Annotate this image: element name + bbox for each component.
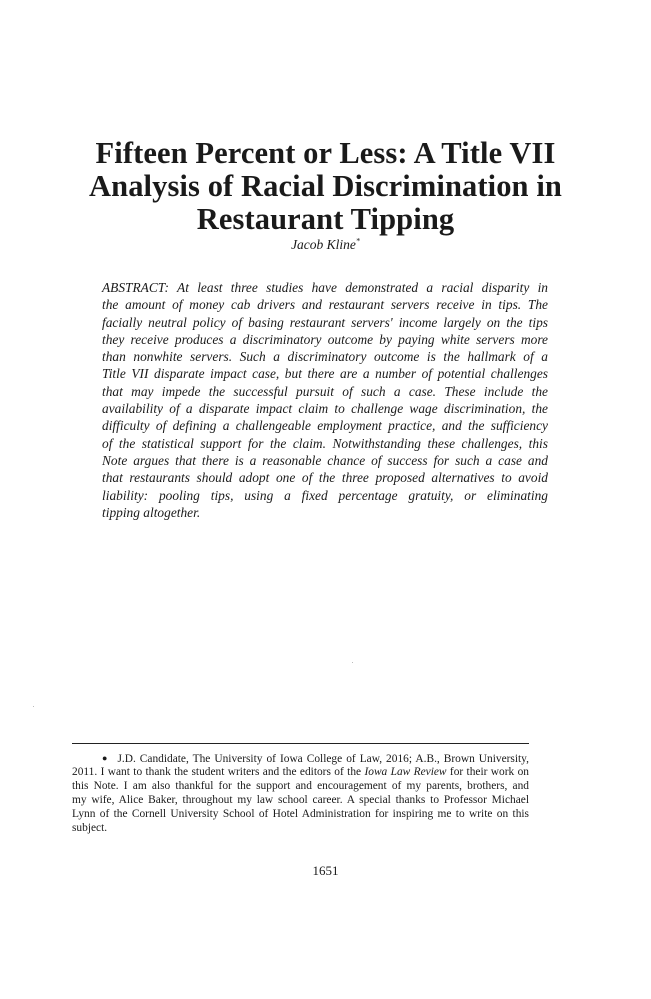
abstract-line: availability of a disparate impact claim to challenge wage discrimination, the (102, 401, 548, 417)
abstract-line: liability: pooling tips, using a fixed percentage gratuity, or eliminating (102, 487, 548, 503)
footnote-line-1-text: J.D. Candidate, The University of Iowa College of Law, 2016; A.B., Brown University, (117, 753, 529, 765)
page-number: 1651 (312, 863, 339, 878)
author-name: Jacob Kline (291, 237, 356, 252)
footnote-line: my wife, Alice Baker, throughout my law school career. A special thanks to Professor Michael (72, 794, 529, 806)
abstract-line: Title VII disparate impact case, but there are a number of potential challenges (102, 366, 548, 382)
footnote-line: this Note. I am also thankful for the support and encouragement of my parents, brothers, and (72, 780, 529, 792)
author-byline (60, 237, 591, 253)
footnote-bullet: ● (102, 753, 108, 763)
title-line-3: Restaurant Tipping (196, 202, 455, 236)
abstract-line: difficulty of defining a challengeable employment practice, and the sufficiency (102, 418, 548, 434)
footnote-line-2-end: for their work on (446, 766, 529, 778)
abstract-line: tipping altogether. (102, 504, 201, 520)
abstract-line: Note argues that there is a reasonable chance of success for such a case and (102, 452, 548, 468)
footnote-line: subject. (72, 822, 108, 834)
abstract (102, 279, 548, 521)
author-footnote-marker: * (355, 236, 360, 246)
abstract-line: ABSTRACT: At least three studies have demonstrated a racial disparity in (102, 280, 548, 295)
footnote-divider (72, 743, 529, 744)
scan-artifact (352, 662, 353, 663)
abstract-line: of the statistical support for the claim. Notwithstanding these challenges, this (102, 435, 548, 451)
footnote-line (72, 765, 529, 779)
footnote-line-2-start: 2011. I want to thank the student writers and the editors of the (72, 766, 365, 778)
title-line-1: Fifteen Percent or Less: A Title VII (95, 136, 556, 170)
footnote-line: Lynn of the Cornell University School of Hotel Administration for inspiring me to write on this (72, 808, 529, 820)
journal-name: Iowa Law Review (364, 766, 447, 778)
abstract-line: facially neutral policy of basing restaurant servers' income largely on the tips (102, 314, 548, 330)
article-title (60, 137, 591, 236)
scan-artifact (33, 706, 34, 707)
footnote-line (72, 751, 529, 765)
title-line-2: Analysis of Racial Discrimination in (89, 169, 562, 203)
abstract-line: the amount of money cab drivers and restaurant servers receive in tips. The (102, 297, 548, 313)
abstract-line: that restaurants should adopt one of the three proposed alternatives to avoid (102, 470, 548, 486)
abstract-line: that may impede the successful pursuit of such a case. These include the (102, 383, 548, 399)
abstract-line: they receive produces a discriminatory outcome by paying white servers more (102, 331, 548, 347)
author-footnote (72, 751, 529, 835)
abstract-line: than nonwhite servers. Such a discriminatory outcome is the hallmark of a (102, 349, 548, 365)
